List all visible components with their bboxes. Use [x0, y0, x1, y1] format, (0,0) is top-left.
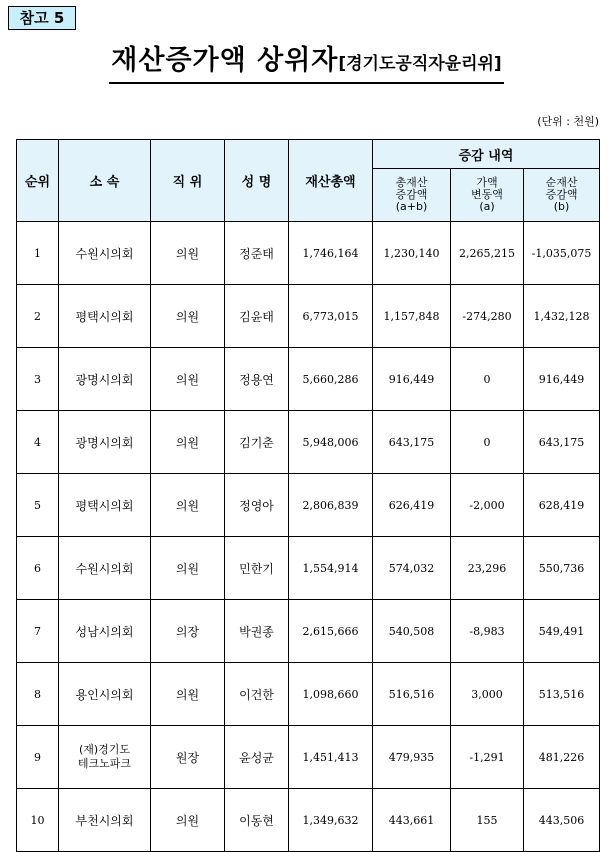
cell-total-assets: 1,554,914: [289, 537, 373, 600]
cell-total-assets: 5,660,286: [289, 348, 373, 411]
cell-position: 의원: [151, 537, 225, 600]
cell-price-change: 2,265,215: [451, 222, 524, 285]
cell-total-change: 479,935: [373, 726, 451, 789]
cell-affiliation: 성남시의회: [59, 600, 151, 663]
table-row: [17, 726, 600, 789]
cell-net-change: -1,035,075: [524, 222, 600, 285]
cell-position: 의원: [151, 348, 225, 411]
cell-affiliation: 광명시의회: [59, 411, 151, 474]
cell-total-change: 626,419: [373, 474, 451, 537]
unit-note: (단위 : 천원): [537, 115, 599, 128]
cell-affiliation: 수원시의회: [59, 222, 151, 285]
cell-total-change: 643,175: [373, 411, 451, 474]
cell-rank: 9: [17, 726, 59, 789]
cell-total-change: 443,661: [373, 789, 451, 852]
cell-price-change: -8,983: [451, 600, 524, 663]
cell-total-change: 1,230,140: [373, 222, 451, 285]
cell-total-change: 1,157,848: [373, 285, 451, 348]
cell-price-change: 0: [451, 411, 524, 474]
cell-rank: 3: [17, 348, 59, 411]
table-row: [17, 663, 600, 726]
cell-total-change: 540,508: [373, 600, 451, 663]
cell-total-assets: 1,746,164: [289, 222, 373, 285]
cell-position: 의원: [151, 411, 225, 474]
cell-net-change: 1,432,128: [524, 285, 600, 348]
cell-rank: 4: [17, 411, 59, 474]
cell-name: 윤성균: [225, 726, 289, 789]
cell-price-change: 155: [451, 789, 524, 852]
cell-name: 김윤태: [225, 285, 289, 348]
header-total-change: 총재산 증감액 (a+b): [373, 169, 451, 222]
cell-rank: 10: [17, 789, 59, 852]
cell-total-assets: 5,948,006: [289, 411, 373, 474]
header-affiliation: 소 속: [59, 140, 151, 222]
cell-price-change: -2,000: [451, 474, 524, 537]
cell-affiliation: 광명시의회: [59, 348, 151, 411]
cell-total-assets: 1,349,632: [289, 789, 373, 852]
cell-total-assets: 6,773,015: [289, 285, 373, 348]
cell-position: 의원: [151, 789, 225, 852]
title-main: 재산증가액 상위자: [111, 45, 339, 76]
header-change-group: 증감 내역: [373, 140, 600, 169]
cell-rank: 5: [17, 474, 59, 537]
header-total-assets: 재산총액: [289, 140, 373, 222]
cell-position: 의원: [151, 285, 225, 348]
cell-rank: 2: [17, 285, 59, 348]
cell-total-assets: 2,615,666: [289, 600, 373, 663]
cell-price-change: 3,000: [451, 663, 524, 726]
cell-name: 이동현: [225, 789, 289, 852]
cell-total-change: 574,032: [373, 537, 451, 600]
cell-total-change: 516,516: [373, 663, 451, 726]
title-sub: [경기도공직자윤리위]: [338, 54, 502, 74]
table-row: [17, 411, 600, 474]
cell-price-change: -274,280: [451, 285, 524, 348]
reference-badge: 참고 5: [8, 6, 76, 30]
cell-name: 정준태: [225, 222, 289, 285]
cell-rank: 7: [17, 600, 59, 663]
cell-total-assets: 2,806,839: [289, 474, 373, 537]
cell-name: 정용연: [225, 348, 289, 411]
cell-position: 의원: [151, 663, 225, 726]
table-row: [17, 789, 600, 852]
header-price-change: 가액 변동액 (a): [451, 169, 524, 222]
cell-affiliation: 부천시의회: [59, 789, 151, 852]
cell-position: 의원: [151, 222, 225, 285]
cell-name: 민한기: [225, 537, 289, 600]
cell-total-change: 916,449: [373, 348, 451, 411]
cell-position: 의장: [151, 600, 225, 663]
table-row: [17, 222, 600, 285]
cell-affiliation: 수원시의회: [59, 537, 151, 600]
cell-net-change: 549,491: [524, 600, 600, 663]
cell-price-change: -1,291: [451, 726, 524, 789]
header-rank: 순위: [17, 140, 59, 222]
cell-net-change: 443,506: [524, 789, 600, 852]
cell-rank: 6: [17, 537, 59, 600]
cell-price-change: 23,296: [451, 537, 524, 600]
cell-name: 이건한: [225, 663, 289, 726]
cell-net-change: 481,226: [524, 726, 600, 789]
header-net-change: 순재산 증감액 (b): [524, 169, 600, 222]
cell-position: 원장: [151, 726, 225, 789]
cell-net-change: 643,175: [524, 411, 600, 474]
cell-name: 박권종: [225, 600, 289, 663]
header-position: 직 위: [151, 140, 225, 222]
cell-affiliation: 평택시의회: [59, 474, 151, 537]
cell-price-change: 0: [451, 348, 524, 411]
cell-affiliation: 평택시의회: [59, 285, 151, 348]
cell-total-assets: 1,098,660: [289, 663, 373, 726]
table-row: [17, 285, 600, 348]
cell-net-change: 916,449: [524, 348, 600, 411]
table-row: [17, 600, 600, 663]
cell-rank: 8: [17, 663, 59, 726]
table-row: [17, 474, 600, 537]
page-title: [109, 44, 503, 84]
title-area: [0, 44, 613, 84]
table-row: [17, 537, 600, 600]
cell-net-change: 550,736: [524, 537, 600, 600]
cell-net-change: 628,419: [524, 474, 600, 537]
cell-total-assets: 1,451,413: [289, 726, 373, 789]
cell-net-change: 513,516: [524, 663, 600, 726]
header-name: 성 명: [225, 140, 289, 222]
cell-affiliation: (재)경기도 테크노파크: [59, 726, 151, 789]
asset-increase-table: [16, 139, 600, 852]
cell-name: 김기춘: [225, 411, 289, 474]
cell-affiliation: 용인시의회: [59, 663, 151, 726]
table-row: [17, 348, 600, 411]
cell-position: 의원: [151, 474, 225, 537]
cell-name: 정영아: [225, 474, 289, 537]
cell-rank: 1: [17, 222, 59, 285]
